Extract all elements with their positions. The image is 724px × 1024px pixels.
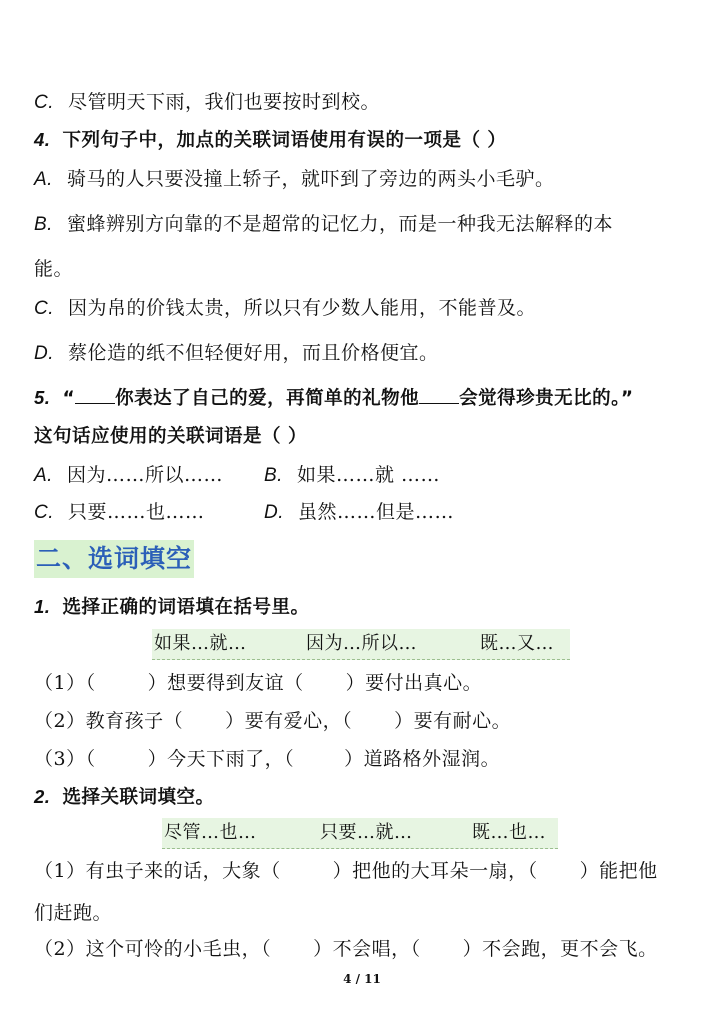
q5-stem — [34, 385, 694, 412]
word-bank-1 — [152, 629, 570, 660]
item-text: （ — [85, 672, 96, 694]
item-text: （ — [85, 748, 96, 770]
item-text: ）要付出真心。 — [345, 672, 483, 694]
question-number: 1. — [34, 596, 51, 617]
question-text: 选择关联词填空。 — [62, 787, 215, 808]
option-text: 蔡伦造的纸不但轻便好用，而且价格便宜。 — [68, 342, 439, 364]
option-label: D. — [264, 502, 284, 523]
q4-option-a — [34, 166, 694, 193]
option-label: A. — [34, 169, 53, 190]
word-option: 尽管…也… — [164, 822, 257, 843]
option-text: 只要……也…… — [68, 501, 205, 523]
section-title: 二、选词填空 — [34, 540, 194, 578]
q3-option-c — [34, 89, 694, 116]
option-label: C. — [34, 502, 54, 523]
answer-blank-1[interactable] — [75, 402, 115, 404]
s2-q2-item-2 — [34, 936, 694, 962]
question-number: 5. — [34, 387, 51, 408]
s2-q2-stem — [34, 784, 694, 811]
question-text: 选择正确的词语填在括号里。 — [62, 597, 310, 618]
option-text: 因为……所以…… — [66, 464, 223, 486]
item-text: 教育孩子（ — [85, 710, 184, 732]
option-label: B. — [264, 465, 283, 486]
option-text-continued: 能。 — [34, 258, 74, 280]
word-option: 既…又… — [480, 633, 554, 654]
item-number: （2） — [34, 938, 86, 960]
item-text-continued: 们赶跑。 — [34, 902, 113, 924]
option-text: 虽然……但是…… — [298, 501, 455, 523]
question-number: 2. — [34, 786, 51, 807]
item-text: ）把他的大耳朵一扇，（ — [332, 860, 538, 882]
item-text: 这个可怜的小毛虫，（ — [85, 938, 272, 960]
option-text: 尽管明天下雨，我们也要按时到校。 — [68, 91, 381, 113]
word-option: 只要…就… — [320, 822, 413, 843]
option-label: A. — [34, 465, 53, 486]
question-text: 这句话应使用的关联词语是（ ） — [34, 426, 307, 447]
s2-q1-item-1 — [34, 670, 694, 696]
option-text: 骑马的人只要没撞上轿子，就吓到了旁边的两头小毛驴。 — [66, 168, 555, 190]
question-text: 你表达了自己的爱，再简单的礼物他 — [115, 388, 420, 409]
option-label: C. — [34, 92, 54, 113]
item-text: ）今天下雨了，（ — [147, 748, 295, 770]
q4-option-d — [34, 340, 694, 367]
word-option: 因为…所以… — [306, 633, 417, 654]
q4-stem — [34, 127, 694, 154]
q5-options-row2 — [34, 499, 694, 526]
item-text: ）要有耐心。 — [394, 710, 512, 732]
item-number: （2） — [34, 710, 86, 732]
word-bank-2 — [162, 818, 558, 849]
item-text: ）能把他 — [579, 860, 658, 882]
option-text: 因为帛的价钱太贵，所以只有少数人能用，不能普及。 — [68, 297, 537, 319]
item-number: （1） — [34, 672, 86, 694]
option-text: 蜜蜂辨别方向靠的不是超常的记忆力，而是一种我无法解释的本 — [66, 213, 613, 235]
s2-q1-item-2 — [34, 708, 694, 734]
item-number: （3） — [34, 748, 86, 770]
question-text-end: 会觉得珍贵无比的。” — [459, 388, 634, 409]
s2-q2-item-1 — [34, 858, 694, 884]
q5-stem-line2 — [34, 424, 694, 450]
q4-option-c — [34, 295, 694, 322]
page-number: 4 / 11 — [343, 972, 381, 986]
s2-q1-item-3 — [34, 746, 694, 772]
answer-blank-2[interactable] — [419, 402, 459, 404]
question-text: 下列句子中，加点的关联词语使用有误的一项是（ ） — [62, 130, 507, 151]
s2-q2-item-1-cont — [34, 900, 694, 926]
item-text: 有虫子来的话，大象（ — [85, 860, 281, 882]
item-text: ）想要得到友谊（ — [147, 672, 304, 694]
item-text: ）不会唱，（ — [313, 938, 421, 960]
question-number: 4. — [34, 129, 51, 150]
option-label: C. — [34, 298, 54, 319]
quote-open: “ — [62, 388, 76, 409]
s2-q1-stem — [34, 594, 694, 621]
q4-option-b — [34, 211, 694, 238]
item-text: ）道路格外湿润。 — [344, 748, 501, 770]
word-option: 既…也… — [472, 822, 546, 843]
word-option: 如果…就… — [154, 633, 247, 654]
item-text: ）不会跑，更不会飞。 — [462, 938, 658, 960]
option-text: 如果……就 …… — [296, 464, 440, 486]
option-label: D. — [34, 343, 54, 364]
item-text: ）要有爱心，（ — [225, 710, 353, 732]
option-label: B. — [34, 214, 53, 235]
q4-option-b-cont — [34, 256, 694, 282]
item-number: （1） — [34, 860, 86, 882]
q5-options-row1 — [34, 462, 694, 489]
